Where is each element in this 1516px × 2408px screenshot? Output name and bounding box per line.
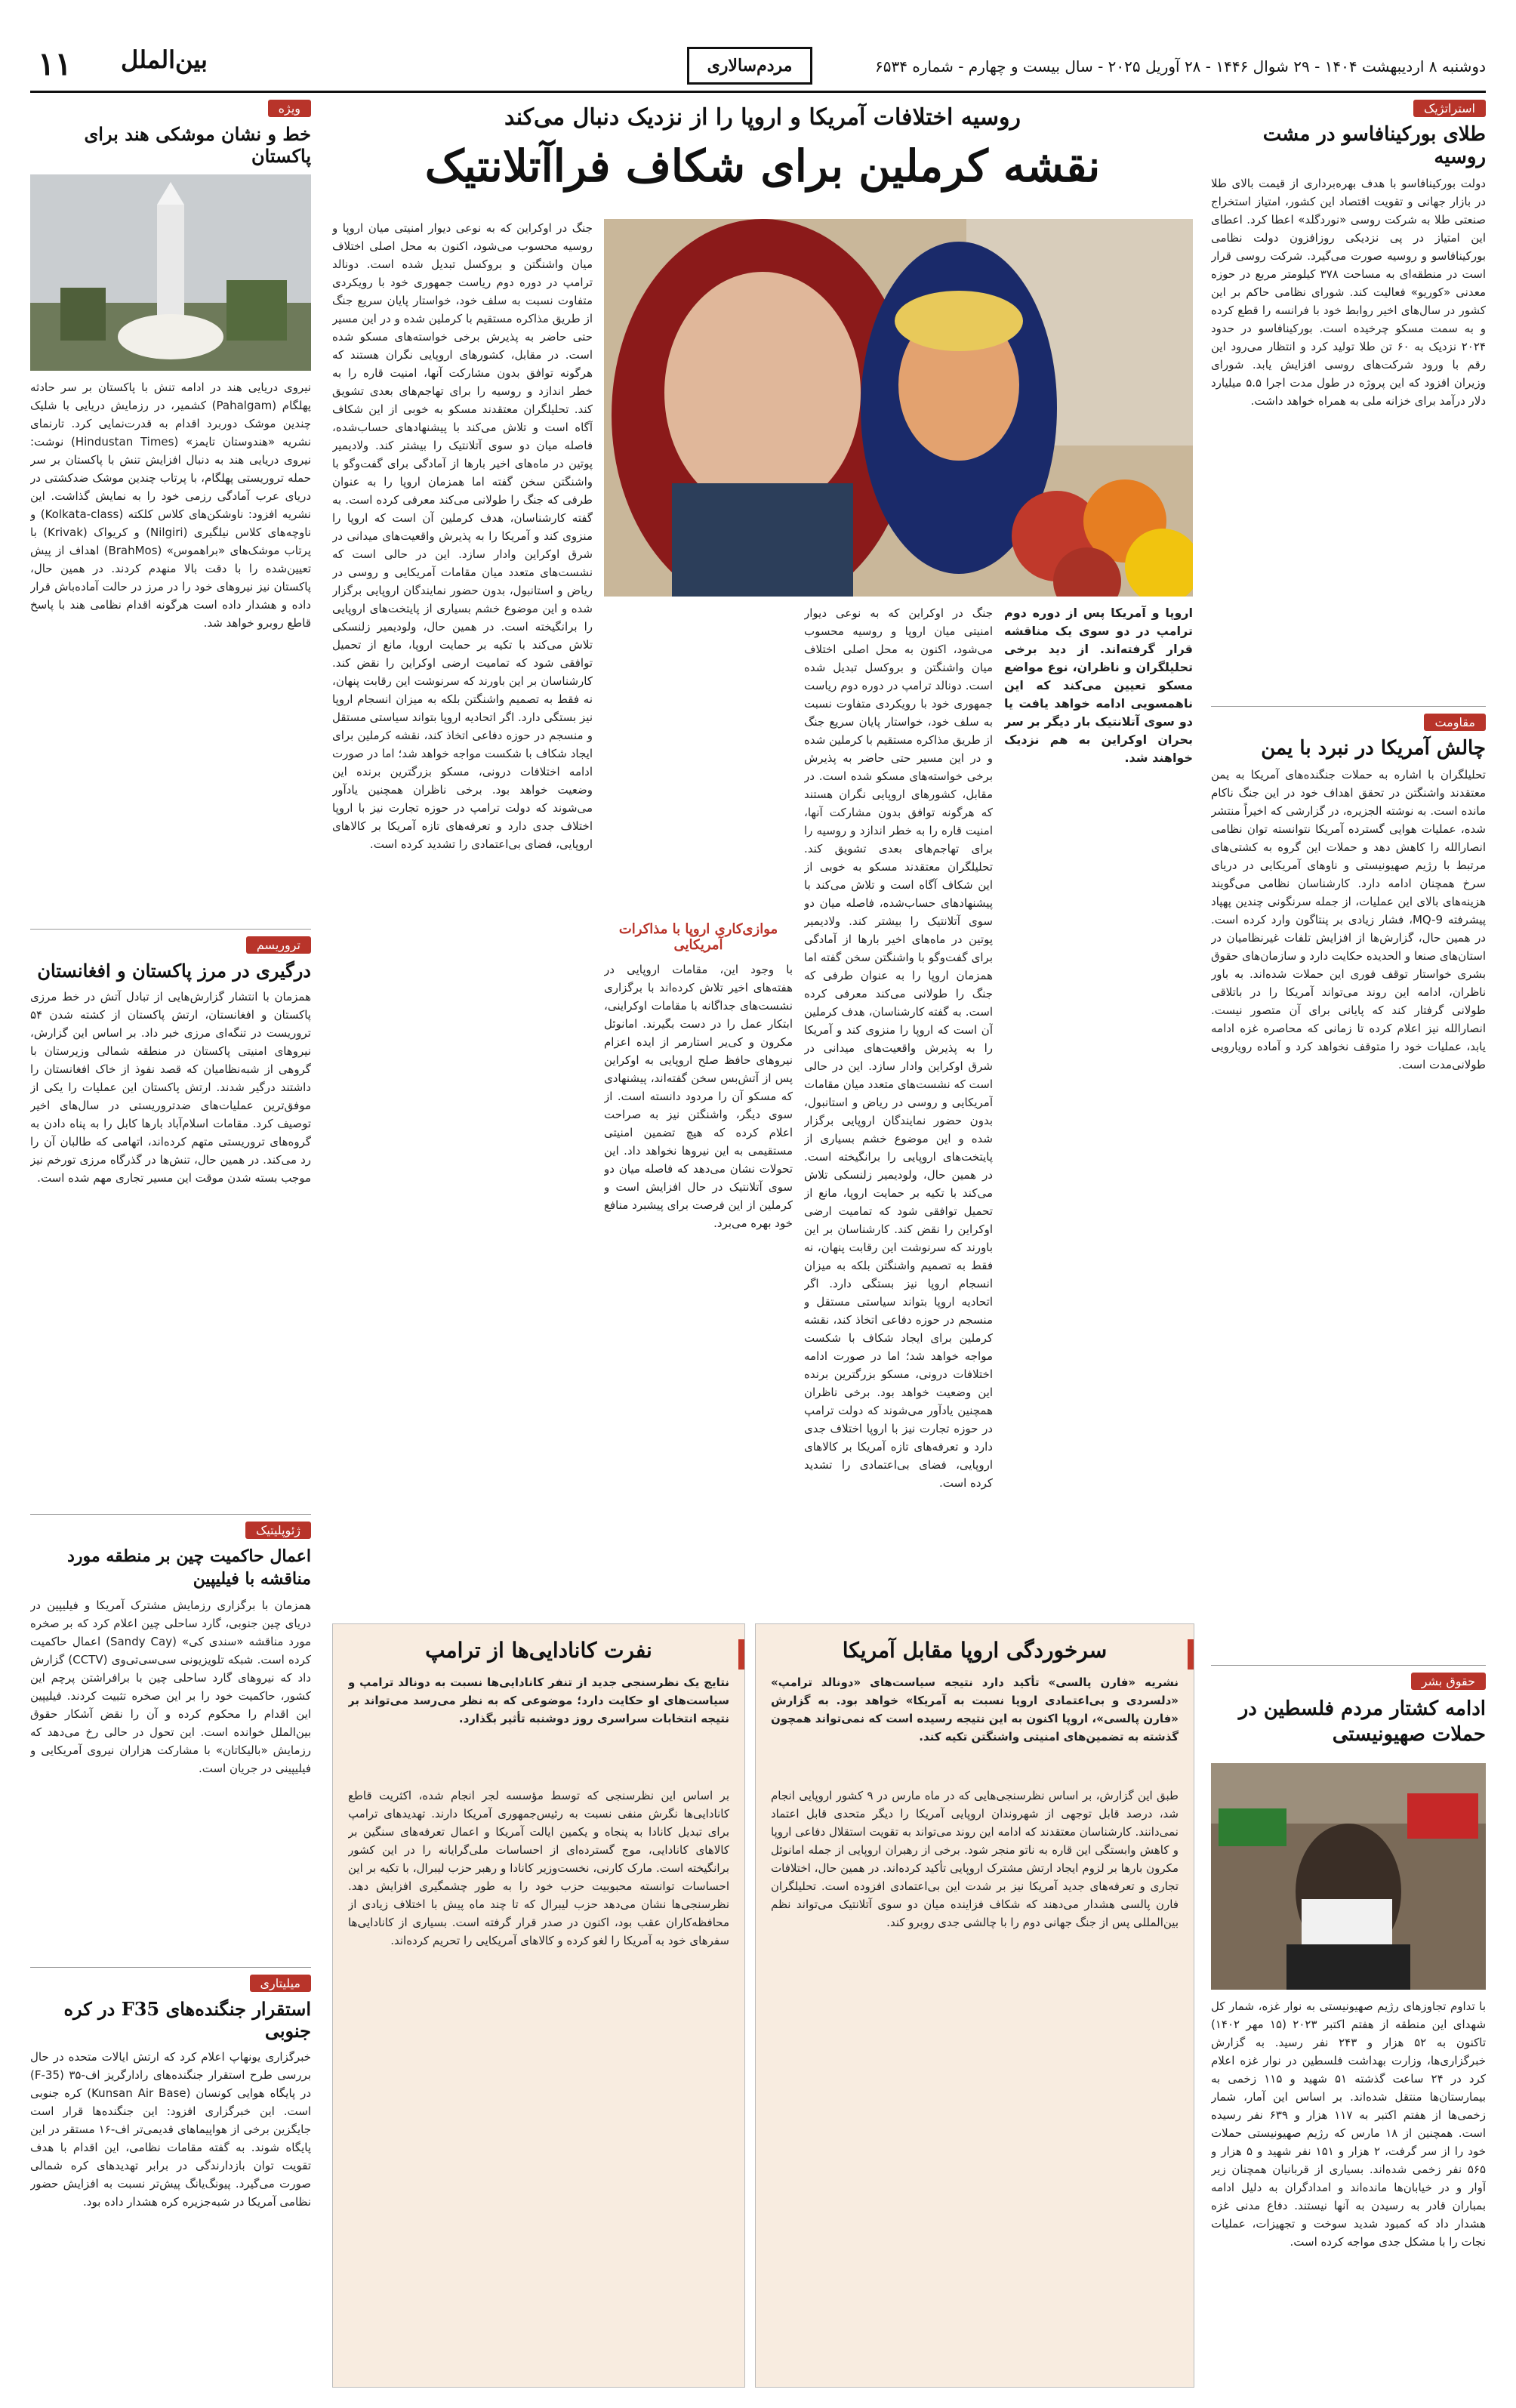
lead-body-2: با وجود این، مقامات اروپایی در هفته‌های اخیر تلاش کرده‌اند با برگزاری نشست‌های جداگانه با مقامات اوکراینی، ابتکار عمل را در دست بگیرند. امانوئل مکرون و کی‌یر استارمر از ایده اعزام نیروهای حافظ صلح اروپایی به اوکراین پس از آتش‌بس سخن گفته‌اند، پیشنهادی که مسکو آن را مردود دانسته است. از سوی دیگر، واشنگتن نیز به صراحت اعلام کرده که هیچ تضمین امنیتی مستقیمی به این نیروها نخواهد داد. این تحولات نشان می‌دهد که فاصله میان دو سوی آتلانتیک در حال افزایش است و کرملین از این فرصت برای پیشبرد منافع خود بهره می‌برد. — [604, 963, 793, 1230]
article-body: همزمان با برگزاری رزمایش مشترک آمریکا و فیلیپین در دریای چین جنوبی، گارد ساحلی چین اعلام کرد که بر صخره مورد مناقشه «سندی کی» (Sandy Cay) اعمال حاکمیت کرده است. شبکه تلویزیونی سی‌سی‌تی‌وی (CCTV) گزارش داد که نیروهای گارد ساحلی چین با برافراشتن پرچم این کشور، حاکمیت خود را بر این صخره تثبیت کردند. فیلیپین این اقدام را محکوم کرده و آن را نقض آشکار حقوق بین‌الملل خوانده است. این تحول در حالی رخ می‌دهد که رزمایش «بالیکاتان» با مشارکت هزاران نیروی آمریکایی و فیلیپینی در جریان است. — [30, 1599, 311, 1775]
kicker-label: استراتژیک — [1413, 100, 1486, 117]
left-article-4 — [30, 1975, 311, 2382]
date-line: دوشنبه ۸ اردیبهشت ۱۴۰۴ - ۲۹ شوال ۱۴۴۶ - ۲۸ آوریل ۲۰۲۵ - سال بیست و چهارم - شماره ۶۵۳۴ — [875, 57, 1486, 76]
lead-title: نقشه کرملین برای شکاف فراآتلانتیک — [424, 140, 1101, 192]
article-lead: نتایج یک نظرسنجی جدید از تنفر کانادایی‌ها نسبت به دونالد ترامپ و سیاست‌های او حکایت دارد؛ موضوعی که به نظر می‌رسد می‌تواند بر نتیجه انتخابات سراسری روز دوشنبه تأثیر بگذارد. — [348, 1676, 729, 1725]
article-title: اعمال حاکمیت چین بر منطقه مورد مناقشه با فیلیپین — [67, 1546, 311, 1589]
divider — [1211, 706, 1486, 707]
canada-box — [332, 1623, 745, 2388]
missile-launch-photo — [30, 174, 311, 371]
lead-column-3 — [604, 604, 793, 1616]
article-lead: نشریه «فارن پالسی» تأکید دارد نتیجه سیاست‌های «دونالد ترامپ» «دلسردی و بی‌اعتمادی اروپا نسبت به آمریکا» خواهد بود. به گزارش «فارن پالسی»، اروپا اکنون به این نتیجه رسیده است که نمی‌تواند همچون گذشته به تضمین‌های امنیتی واشنگتن تکیه کند. — [771, 1676, 1179, 1744]
masthead — [30, 39, 1486, 93]
left-article-3 — [30, 1522, 311, 1975]
kicker-label: ژئوپلیتیک — [245, 1522, 311, 1539]
article-body: خبرگزاری یونهاپ اعلام کرد که ارتش ایالات متحده در حال بررسی طرح استقرار جنگنده‌های رادارگریز اف-۳۵ (F-35) در پایگاه هوایی کونسان (Kunsan Air Base) کره جنوبی است. این خبرگزاری افزود: این جنگنده‌ها قرار است جایگزین برخی از هواپیماهای قدیمی‌تر اف-۱۶ مستقر در این پایگاه شوند. به گفته مقامات نظامی، این اقدام با هدف تقویت توان بازدارندگی در برابر تهدیدهای کره شمالی صورت می‌گیرد. پیونگ‌یانگ پیش‌تر نسبت به افزایش حضور نظامی آمریکا در شبه‌جزیره کره هشدار داده بود. — [30, 2050, 311, 2209]
accent-bar — [738, 1639, 744, 1670]
article-title: استقرار جنگنده‌های F35 در کره جنوبی — [63, 1998, 311, 2042]
kicker-label: مقاومت — [1424, 714, 1486, 731]
divider — [30, 929, 311, 930]
lead-intro: اروپا و آمریکا پس از دوره دوم ترامپ در دو سوی یک مناقشه قرار گرفته‌اند. از دید برخی تحلیلگران و ناظران، نوع مواضع مسکو تعیین می‌کند که این ناهمسویی ادامه خواهد یافت یا دو سوی آتلانتیک بار دیگر بر سر بحران اوکراین به هم نزدیک خواهند شد. — [1004, 606, 1193, 765]
right-article-2 — [1211, 714, 1486, 1589]
kicker-label: حقوق بشر — [1411, 1673, 1486, 1690]
left-article-1 — [30, 100, 311, 923]
matryoshka-dolls-photo — [604, 219, 1193, 597]
article-title: نفرت کانادایی‌ها از ترامپ — [425, 1638, 652, 1663]
europe-box — [755, 1623, 1194, 2388]
divider — [30, 1514, 311, 1515]
kicker-label: تروریسم — [246, 936, 311, 954]
lead-supertitle: روسیه اختلافات آمریکا و اروپا را از نزدیک دنبال می‌کند — [504, 104, 1021, 131]
lead-continued: جنگ در اوکراین که به نوعی دیوار امنیتی میان اروپا و روسیه محسوب می‌شود، اکنون به محل اصلی اختلاف میان واشنگتن و بروکسل تبدیل شده است. دونالد ترامپ در دوره دوم ریاست جمهوری خود با رویکردی متفاوت نسبت به سلف خود، خواستار پایان سریع جنگ از طریق مذاکره مستقیم با کرملین شده و در این مسیر حتی حاضر به پذیرش برخی خواسته‌های مسکو شده است. در مقابل، کشورهای اروپایی نگران هستند که هرگونه توافق بدون مشارکت آنها، امنیت قاره را به خطر اندازد و روسیه را برای تهاجم‌های بعدی تشویق کند. تحلیلگران معتقدند مسکو به خوبی از این شکاف آگاه است و تلاش می‌کند با پیشنهادهای حساب‌شده، فاصله میان دو سوی آتلانتیک را بیشتر کند. ولادیمیر پوتین در ماه‌های اخیر بارها از آمادگی برای گفت‌وگو با واشنگتن سخن گفته اما همزمان اروپا را به عنوان طرفی که جنگ را طولانی می‌کند معرفی کرده است. به گفته کارشناسان، هدف کرملین آن است که اروپا را منزوی کند و آمریکا را به پذیرش واقعیت‌های میدانی در شرق اوکراین وادار سازد. این در حالی است که نشست‌های متعدد میان مقامات آمریکایی و روسی در ریاض و استانبول، بدون حضور نمایندگان اروپایی برگزار شده و این موضوع خشم بسیاری از پایتخت‌های اروپایی را برانگیخته است. در همین حال، ولودیمیر زلنسکی تلاش می‌کند با تکیه بر حمایت اروپا، مانع از تحمیل توافقی شود که تمامیت ارضی اوکراین را نقض کند. کارشناسان بر این باورند که سرنوشت این رقابت پنهان، نه فقط به تصمیم واشنگتن بلکه به میزان انسجام اروپا نیز بستگی دارد. اگر اتحادیه اروپا بتواند سیاستی مستقل و منسجم در حوزه دفاعی اتخاذ کند، نقشه کرملین برای ایجاد شکاف با شکست مواجه خواهد شد؛ اما در صورت ادامه اختلافات درونی، مسکو بزرگترین برنده این وضعیت خواهد بود. برخی ناظران همچنین یادآور می‌شوند که دولت ترامپ در حوزه تجارت نیز با اروپا اختلاف جدی دارد و تعرفه‌های تازه آمریکا بر کالاهای اروپایی، فضای بی‌اعتمادی را تشدید کرده است. — [332, 221, 593, 851]
page-number: ۱۱ — [38, 45, 72, 82]
protest-photo — [1211, 1763, 1486, 1990]
divider — [1211, 1665, 1486, 1666]
article-body: با تداوم تجاوزهای رژیم صهیونیستی به نوار غزه، شمار کل شهدای این منطقه از هفتم اکتبر ۲۰۲۳ (۱۵ مهر ۱۴۰۲) تاکنون به ۵۲ هزار و ۲۴۳ نفر رسید. به گزارش خبرگزاری‌ها، وزارت بهداشت فلسطین در نوار غزه اعلام کرد در ۲۴ ساعت گذشته ۵۱ شهید و ۱۱۵ زخمی به بیمارستان‌ها منتقل شده‌اند. بر اساس این آمار، شمار زخمی‌ها از هفتم اکتبر به ۱۱۷ هزار و ۶۳۹ نفر رسیده است. همچنین از ۱۸ مارس که رژیم صهیونیستی حملات خود را از سر گرفت، ۲ هزار و ۱۵۱ نفر شهید و ۵ هزار و ۵۶۵ نفر زخمی شده‌اند. بسیاری از قربانیان همچنان زیر آوار و در خیابان‌ها مانده‌اند و امدادگران به دلیل ادامه بمباران قادر به رسیدن به آنها نیستند. دفاع مدنی غزه هشدار داد که کمبود شدید سوخت و تجهیزات، عملیات نجات را با مشکل جدی مواجه کرده است. — [1211, 1999, 1486, 2249]
lead-subhead: موازی‌کاری اروپا با مذاکرات آمریکایی — [618, 921, 778, 953]
article-title: ادامه کشتار مردم فلسطین در حملات صهیونیستی — [1238, 1697, 1486, 1746]
kicker-label: ویژه — [268, 100, 311, 117]
article-body: همزمان با انتشار گزارش‌هایی از تبادل آتش در خط مرزی پاکستان و افغانستان، ارتش پاکستان از کشته شدن ۵۴ تروریست در تنگه‌ای مرزی خبر داد. بر اساس این گزارش، نیروهای امنیتی پاکستان در منطقه شمالی وزیرستان با گروهی از شبه‌نظامیان که قصد نفوذ از خاک افغانستان را داشتند درگیر شدند. ارتش پاکستان این عملیات را یکی از موفق‌ترین عملیات‌های ضدتروریستی در سال‌های اخیر توصیف کرد. مقامات اسلام‌آباد بارها کابل را به پناه دادن به گروه‌های تروریستی متهم کرده‌اند، اتهامی که طالبان آن را رد می‌کند. در همین حال، تنش‌ها در گذرگاه مرزی تورخم نیز موجب بسته شدن موقت این مسیر تجاری مهم شده است. — [30, 990, 311, 1185]
article-title: طلای بورکینافاسو در مشت روسیه — [1262, 123, 1486, 168]
lead-body: جنگ در اوکراین که به نوعی دیوار امنیتی میان اروپا و روسیه محسوب می‌شود، اکنون به محل اصلی اختلاف میان واشنگتن و بروکسل تبدیل شده است. دونالد ترامپ در دوره دوم ریاست جمهوری خود با رویکردی متفاوت نسبت به سلف خود، خواستار پایان سریع جنگ از طریق مذاکره مستقیم با کرملین شده و در این مسیر حتی حاضر به پذیرش برخی خواسته‌های مسکو شده است. در مقابل، کشورهای اروپایی نگران هستند که هرگونه توافق بدون مشارکت آنها، امنیت قاره را به خطر اندازد و روسیه را برای تهاجم‌های بعدی تشویق کند. تحلیلگران معتقدند مسکو به خوبی از این شکاف آگاه است و تلاش می‌کند با پیشنهادهای حساب‌شده، فاصله میان دو سوی آتلانتیک را بیشتر کند. ولادیمیر پوتین در ماه‌های اخیر بارها از آمادگی برای گفت‌وگو با واشنگتن سخن گفته اما همزمان اروپا را به عنوان طرفی که جنگ را طولانی می‌کند معرفی کرده است. به گفته کارشناسان، هدف کرملین آن است که اروپا را منزوی کند و آمریکا را به پذیرش واقعیت‌های میدانی در شرق اوکراین وادار سازد. این در حالی است که نشست‌های متعدد میان مقامات آمریکایی و روسی در ریاض و استانبول، بدون حضور نمایندگان اروپایی برگزار شده و این موضوع خشم بسیاری از پایتخت‌های اروپایی را برانگیخته است. در همین حال، ولودیمیر زلنسکی تلاش می‌کند با تکیه بر حمایت اروپا، مانع از تحمیل توافقی شود که تمامیت ارضی اوکراین را نقض کند. کارشناسان بر این باورند که سرنوشت این رقابت پنهان، نه فقط به تصمیم واشنگتن بلکه به میزان انسجام اروپا نیز بستگی دارد. اگر اتحادیه اروپا بتواند سیاستی مستقل و منسجم در حوزه دفاعی اتخاذ کند، نقشه کرملین برای ایجاد شکاف با شکست مواجه خواهد شد؛ اما در صورت ادامه اختلافات درونی، مسکو بزرگترین برنده این وضعیت خواهد بود. برخی ناظران همچنین یادآور می‌شوند که دولت ترامپ در حوزه تجارت نیز با اروپا اختلاف جدی دارد و تعرفه‌های تازه آمریکا بر کالاهای اروپایی، فضای بی‌اعتمادی را تشدید کرده است. — [804, 606, 993, 1490]
article-body: دولت بورکینافاسو با هدف بهره‌برداری از قیمت بالای طلا در بازار جهانی و تقویت اقتصاد این کشور، امتیاز استخراج صنعتی طلا به شرکت روسی «نوردگلد» اعطا کرد. اعطای این امتیاز در پی نزدیکی روزافزون دولت نظامی بورکینافاسو و روسیه صورت می‌گیرد. شرکت روسی قرار است در منطقه‌ای به مساحت ۳۷۸ کیلومتر مربع در حوزه معدنی «کوریو» فعالیت کند. شورای نظامی حاکم بر این کشور در سال‌های اخیر روابط خود با فرانسه را قطع کرده و به سمت مسکو چرخیده است. بورکینافاسو در حدود ۲۰۲۴ نزدیک به ۶۰ تن طلا تولید کرد و انتظار می‌رود این رقم با ورود شرکت‌های روسی افزایش یابد. شورای وزیران افزود که این پروژه در طول مدت اجرا ۵.۵ میلیارد دلار درآمد برای خزانه ملی به همراه خواهد داشت. — [1211, 177, 1486, 408]
kicker-label: میلیتاری — [250, 1975, 311, 1992]
article-body: نیروی دریایی هند در ادامه تنش با پاکستان بر سر حادثه پهلگام (Pahalgam) کشمیر، در رزمایش دریایی با شلیک چندین موشک دوربرد اقدام به قدرت‌نمایی کرد. تارنمای نشریه «هندوستان تایمز» (Hindustan Times) نوشت: نیروی دریایی هند به دنبال افزایش تنش با پاکستان بر سر حمله تروریستی پهلگام، با پرتاب چندین موشک ضدکشتی در دریای عرب آمادگی رزمی خود را به نمایش گذاشت. این نشریه افزود: ناوشکن‌های کلاس کلکته (Kolkata-class) و ناوچه‌های کلاس نیلگیری (Nilgiri) و کریواک (Krivak) با پرتاب موشک‌های «براهموس» (BrahMos) اهداف از پیش تعیین‌شده را با دقت بالا منهدم کردند. در همین حال، پاکستان نیز نیروهای خود را در مرز در حالت آماده‌باش قرار داده و هشدار داده است هرگونه اقدام نظامی هند با پاسخ قاطع روبرو خواهد شد. — [30, 381, 311, 630]
article-body: تحلیلگران با اشاره به حملات جنگنده‌های آمریکا به یمن معتقدند واشنگتن در تحقق اهداف خود در این جنگ ناکام مانده است. به نوشته الجزیره، در گزارشی که اخیراً منتشر شده، عملیات هوایی گسترده آمریکا نتوانسته توان نظامی انصارالله را کاهش دهد و حملات این گروه به کشتی‌های مرتبط با رژیم صهیونیستی و ناوهای آمریکایی در دریای سرخ همچنان ادامه دارد. کارشناسان نظامی می‌گویند هزینه‌های بالای این عملیات، از جمله سرنگونی چندین پهپاد پیشرفته MQ-9، فشار زیادی بر پنتاگون وارد کرده است. در همین حال، گزارش‌ها از افزایش تلفات غیرنظامیان در استان‌های صنعا و الحدیده حکایت دارد و سازمان‌های حقوق بشری خواستار توقف فوری این حملات شده‌اند. به باور ناظران، ادامه این روند می‌تواند آمریکا را در باتلاقی طولانی گرفتار کند که پایانی برای آن متصور نیست. انصارالله نیز اعلام کرده تا زمانی که محاصره غزه ادامه یابد، عملیات خود را متوقف نخواهد کرد و آماده رویارویی طولانی‌مدت است. — [1211, 768, 1486, 1071]
article-title: سرخوردگی اروپا مقابل آمریکا — [842, 1638, 1108, 1663]
article-body: طبق این گزارش، بر اساس نظرسنجی‌هایی که در ماه مارس در ۹ کشور اروپایی انجام شد، درصد قابل توجهی از شهروندان اروپایی آمریکا را دیگر متحدی قابل اعتماد نمی‌دانند. کارشناسان معتقدند که ادامه این روند می‌تواند به تقویت استقلال دفاعی اروپا و کاهش وابستگی این قاره به ناتو منجر شود. برخی از رهبران اروپایی از جمله امانوئل مکرون بارها بر لزوم ایجاد ارتش مشترک اروپایی تأکید کرده‌اند. در همین حال، اختلافات تجاری و تعرفه‌های جدید آمریکا نیز بر شدت این بی‌اعتمادی افزوده است. تحلیلگران فارن پالسی هشدار می‌دهند که شکاف فزاینده میان دو سوی آتلانتیک می‌تواند نظم بین‌المللی پس از جنگ جهانی دوم را با چالشی جدی روبرو کند. — [771, 1789, 1179, 1929]
left-article-2 — [30, 936, 311, 1510]
right-article-3 — [1211, 1673, 1486, 2382]
divider — [30, 1967, 311, 1968]
accent-bar — [1188, 1639, 1194, 1670]
article-body: بر اساس این نظرسنجی که توسط مؤسسه لجر انجام شده، اکثریت قاطع کانادایی‌ها نگرش منفی نسبت به رئیس‌جمهوری آمریکا دارند. تهدیدهای ترامپ برای تبدیل کانادا به پنجاه و یکمین ایالت آمریکا و اعمال تعرفه‌های سنگین بر کالاهای کانادایی، موج گسترده‌ای از احساسات ملی‌گرایانه را در این کشور برانگیخته است. مارک کارنی، نخست‌وزیر کانادا و رهبر حزب لیبرال، با تکیه بر این احساسات توانسته محبوبیت حزب خود را به طور چشمگیری افزایش دهد. نظرسنجی‌ها نشان می‌دهد حزب لیبرال که تا چند ماه پیش با اختلاف زیادی از محافظه‌کاران عقب بود، اکنون در صدر قرار گرفته است. بسیاری از کانادایی‌ها سفرهای خود به آمریکا را لغو کرده و کالاهای آمریکایی را تحریم کرده‌اند. — [348, 1789, 729, 1947]
article-title: چالش آمریکا در نبرد با یمن — [1261, 737, 1486, 760]
article-title: خط و نشان موشکی هند برای پاکستان — [84, 123, 311, 167]
newspaper-logo: مردم‌سالاری — [687, 47, 812, 85]
article-title: درگیری در مرز پاکستان و افغانستان — [37, 960, 311, 982]
section-title: بین‌الملل — [121, 45, 208, 74]
